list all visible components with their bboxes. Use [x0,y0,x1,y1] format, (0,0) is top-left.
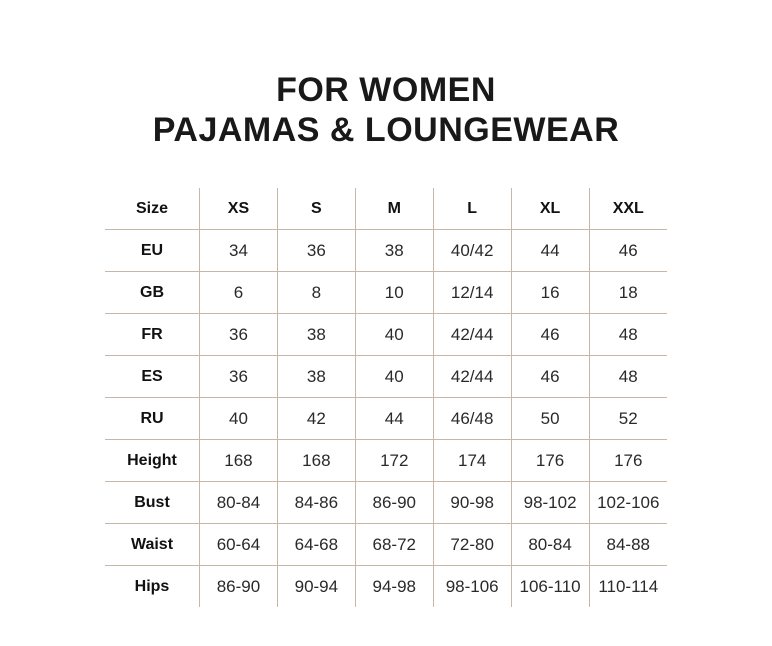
table-cell: 38 [355,230,433,272]
table-cell: 6 [200,272,278,314]
table-cell: 44 [511,230,589,272]
column-header-m: M [355,188,433,230]
table-cell: 64-68 [277,524,355,566]
column-header-l: L [433,188,511,230]
table-cell: 86-90 [200,566,278,608]
row-label: Height [105,440,200,482]
table-cell: 84-86 [277,482,355,524]
column-header-xs: XS [200,188,278,230]
table-cell: 98-102 [511,482,589,524]
table-row [105,566,667,608]
table-cell: 42/44 [433,314,511,356]
table-cell: 72-80 [433,524,511,566]
title-line-category: PAJAMAS & LOUNGEWEAR [152,111,620,150]
table-cell: 98-106 [433,566,511,608]
row-label: Waist [105,524,200,566]
size-table-body [105,230,667,608]
size-table [105,188,667,607]
table-cell: 44 [355,398,433,440]
table-cell: 176 [511,440,589,482]
table-cell: 38 [277,314,355,356]
table-row [105,272,667,314]
table-row [105,398,667,440]
table-cell: 102-106 [589,482,667,524]
table-cell: 8 [277,272,355,314]
table-cell: 168 [277,440,355,482]
table-cell: 90-94 [277,566,355,608]
table-cell: 80-84 [200,482,278,524]
table-cell: 106-110 [511,566,589,608]
row-label: GB [105,272,200,314]
column-header-xxl: XXL [589,188,667,230]
table-row [105,314,667,356]
table-row [105,230,667,272]
table-cell: 80-84 [511,524,589,566]
page-title [0,0,772,150]
table-row [105,482,667,524]
table-row [105,524,667,566]
column-header-size: Size [105,188,200,230]
table-cell: 94-98 [355,566,433,608]
table-cell: 36 [200,356,278,398]
table-cell: 68-72 [355,524,433,566]
table-cell: 10 [355,272,433,314]
table-cell: 38 [277,356,355,398]
table-cell: 12/14 [433,272,511,314]
table-cell: 50 [511,398,589,440]
table-cell: 42 [277,398,355,440]
table-cell: 36 [200,314,278,356]
table-cell: 48 [589,314,667,356]
table-cell: 40 [200,398,278,440]
row-label: ES [105,356,200,398]
table-cell: 86-90 [355,482,433,524]
table-cell: 36 [277,230,355,272]
table-cell: 40 [355,314,433,356]
table-cell: 46 [589,230,667,272]
table-cell: 34 [200,230,278,272]
table-cell: 174 [433,440,511,482]
table-row [105,440,667,482]
table-cell: 40 [355,356,433,398]
table-cell: 60-64 [200,524,278,566]
table-cell: 48 [589,356,667,398]
row-label: Bust [105,482,200,524]
table-cell: 18 [589,272,667,314]
table-cell: 172 [355,440,433,482]
table-cell: 176 [589,440,667,482]
table-cell: 42/44 [433,356,511,398]
table-cell: 52 [589,398,667,440]
size-table-container [105,188,667,607]
row-label: FR [105,314,200,356]
size-table-head [105,188,667,230]
table-header-row [105,188,667,230]
table-cell: 84-88 [589,524,667,566]
table-cell: 40/42 [433,230,511,272]
table-cell: 168 [200,440,278,482]
title-line-for-women: FOR WOMEN [276,71,496,109]
column-header-xl: XL [511,188,589,230]
row-label: RU [105,398,200,440]
column-header-s: S [277,188,355,230]
row-label: EU [105,230,200,272]
table-cell: 46/48 [433,398,511,440]
table-row [105,356,667,398]
table-cell: 110-114 [589,566,667,608]
table-cell: 46 [511,356,589,398]
table-cell: 16 [511,272,589,314]
table-cell: 90-98 [433,482,511,524]
table-cell: 46 [511,314,589,356]
row-label: Hips [105,566,200,608]
